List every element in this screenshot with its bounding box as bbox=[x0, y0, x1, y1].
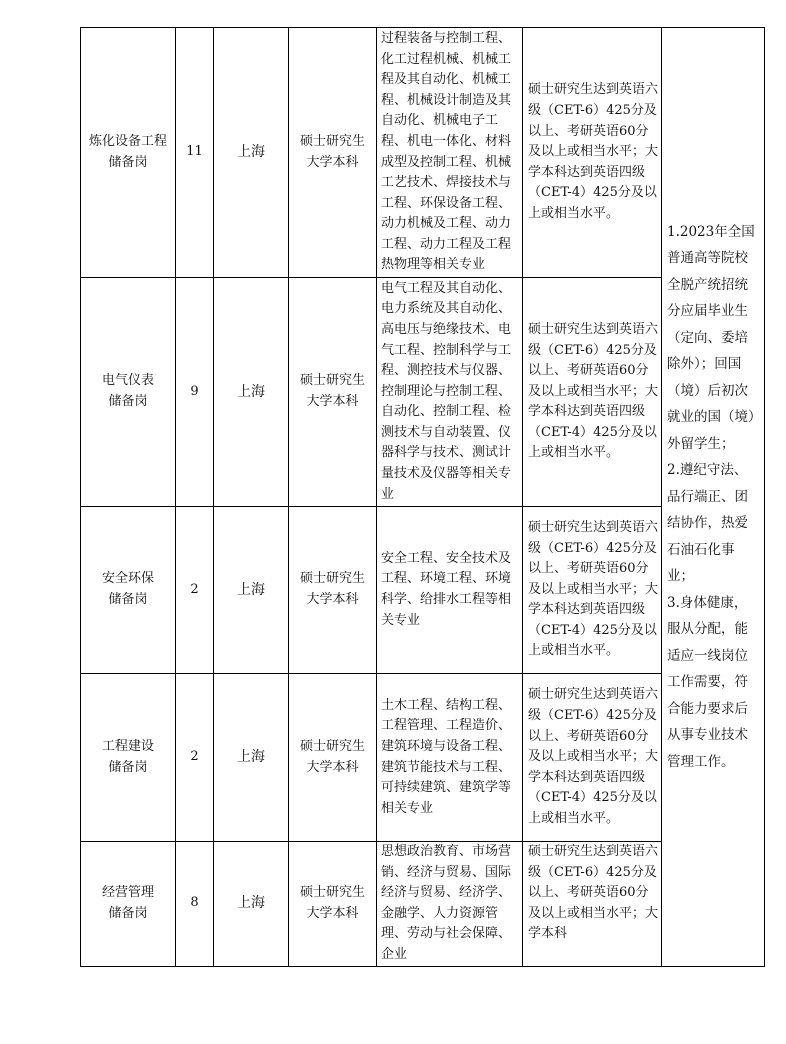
education-level: 硕士研究生 大学本科 bbox=[289, 674, 377, 842]
work-location: 上海 bbox=[214, 507, 289, 674]
english-requirements: 硕士研究生达到英语六级（CET-6）425分及以上、考研英语60分及以上或相当水平；大学本科达到英语四级（CET-4）425分及以上或相当水平。 bbox=[523, 28, 662, 278]
major-requirements: 土木工程、结构工程、工程管理、工程造价、建筑环境与设备工程、建筑节能技术与工程、可持续建筑、建筑学等相关专业 bbox=[377, 674, 523, 842]
general-requirements: 1.2023年全国普通高等院校全脱产统招统分应届毕业生（定向、委培除外）；回国（境）后初次就业的国（境）外留学生； 2.遵纪守法、品行端正、团结协作，热爱石油石化事业； 3.身体健康，服从分配，能适应一线岗位工作需要，符合能力要求后从事专业技术管理工作。 bbox=[662, 28, 765, 967]
work-location: 上海 bbox=[214, 842, 289, 967]
english-requirements: 硕士研究生达到英语六级（CET-6）425分及以上、考研英语60分及以上或相当水平；大学本科达到英语四级（CET-4）425分及以上或相当水平。 bbox=[523, 278, 662, 507]
major-requirements: 安全工程、安全技术及工程、环境工程、环境科学、给排水工程等相关专业 bbox=[377, 507, 523, 674]
position-name: 电气仪表 储备岗 bbox=[81, 278, 176, 507]
education-level: 硕士研究生 大学本科 bbox=[289, 507, 377, 674]
position-count: 11 bbox=[176, 28, 214, 278]
recruitment-table bbox=[80, 27, 765, 967]
position-name: 炼化设备工程 储备岗 bbox=[81, 28, 176, 278]
english-requirements: 硕士研究生达到英语六级（CET-6）425分及以上、考研英语60分及以上或相当水平；大学本科达到英语四级（CET-4）425分及以上或相当水平。 bbox=[523, 674, 662, 842]
position-count: 2 bbox=[176, 507, 214, 674]
major-requirements: 电气工程及其自动化、电力系统及其自动化、高电压与绝缘技术、电气工程、控制科学与工程、测控技术与仪器、控制理论与控制工程、自动化、控制工程、检测技术与自动装置、仪器科学与技术、测试计量技术及仪器等相关专业 bbox=[377, 278, 523, 507]
major-requirements: 思想政治教育、市场营销、经济与贸易、国际经济与贸易、经济学、金融学、人力资源管理、劳动与社会保障、企业 bbox=[377, 842, 523, 967]
education-level: 硕士研究生 大学本科 bbox=[289, 278, 377, 507]
english-requirements: 硕士研究生达到英语六级（CET-6）425分及以上、考研英语60分及以上或相当水平；大学本科达到英语四级（CET-4）425分及以上或相当水平。 bbox=[523, 507, 662, 674]
english-requirements: 硕士研究生达到英语六级（CET-6）425分及以上、考研英语60分及以上或相当水平；大学本科 bbox=[523, 842, 662, 967]
position-name: 工程建设 储备岗 bbox=[81, 674, 176, 842]
position-count: 8 bbox=[176, 842, 214, 967]
education-level: 硕士研究生 大学本科 bbox=[289, 842, 377, 967]
position-count: 2 bbox=[176, 674, 214, 842]
work-location: 上海 bbox=[214, 674, 289, 842]
major-requirements: 过程装备与控制工程、化工过程机械、机械工程及其自动化、机械工程、机械设计制造及其自动化、机械电子工程、机电一体化、材料成型及控制工程、机械工艺技术、焊接技术与工程、环保设备工程、动力机械及工程、动力工程、动力工程及工程热物理等相关专业 bbox=[377, 28, 523, 278]
work-location: 上海 bbox=[214, 28, 289, 278]
table-row bbox=[81, 28, 765, 278]
education-level: 硕士研究生 大学本科 bbox=[289, 28, 377, 278]
position-count: 9 bbox=[176, 278, 214, 507]
position-name: 经营管理 储备岗 bbox=[81, 842, 176, 967]
position-name: 安全环保 储备岗 bbox=[81, 507, 176, 674]
work-location: 上海 bbox=[214, 278, 289, 507]
